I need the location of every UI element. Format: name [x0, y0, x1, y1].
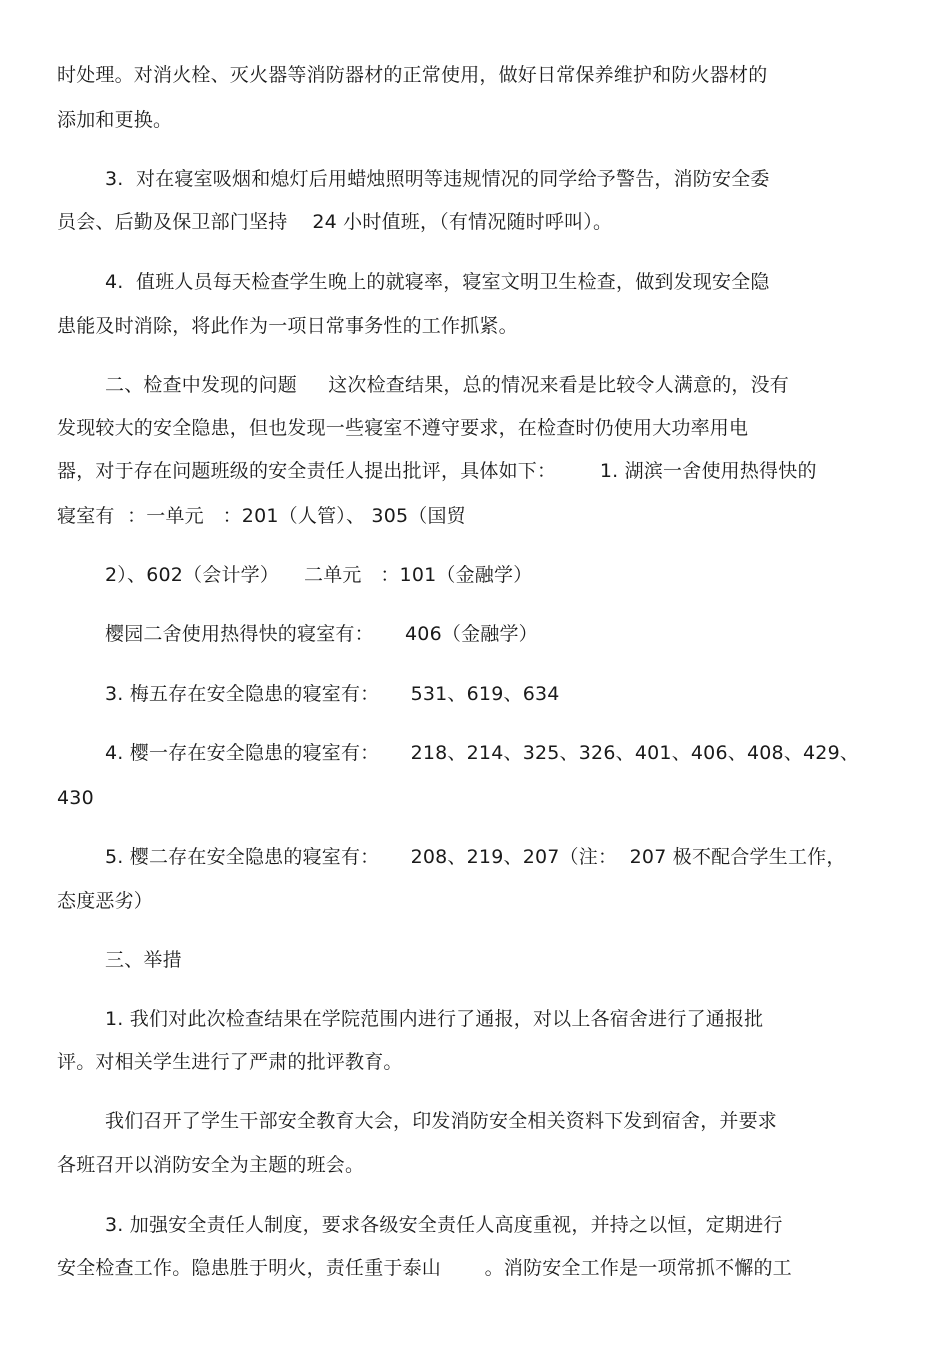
- text-line-24: 安全检查工作。隐患胜于明火，责任重于泰山 。消防安全工作是一项常抓不懈的工: [57, 1257, 792, 1279]
- text-line-9: 器，对于存在问题班级的安全责任人提出批评，具体如下： 1. 湖滨一舍使用热得快的: [57, 460, 817, 482]
- text-line-1: 时处理。对消火栓、灭火器等消防器材的正常使用，做好日常保养维护和防火器材的: [57, 64, 768, 86]
- text-line-14: 4. 樱一存在安全隐患的寝室有： 218、214、325、326、401、406、408、429、: [105, 742, 860, 764]
- text-line-7: 二、检查中发现的问题 这次检查结果，总的情况来看是比较令人满意的，没有: [105, 374, 789, 396]
- text-line-17: 态度恶劣）: [57, 890, 154, 912]
- text-line-6: 患能及时消除，将此作为一项日常事务性的工作抓紧。: [57, 315, 518, 337]
- text-line-16: 5. 樱二存在安全隐患的寝室有： 208、219、207（注： 207 极不配合学生工作，: [105, 846, 846, 868]
- text-line-19: 1. 我们对此次检查结果在学院范围内进行了通报，对以上各宿舍进行了通报批: [105, 1008, 764, 1030]
- text-line-15: 430: [57, 787, 94, 809]
- text-line-18: 三、举措: [105, 949, 182, 971]
- text-line-2: 添加和更换。: [57, 109, 173, 131]
- text-line-5: 4. 值班人员每天检查学生晚上的就寝率，寝室文明卫生检查，做到发现安全隐: [105, 271, 770, 293]
- text-line-12: 樱园二舍使用热得快的寝室有： 406（金融学）: [105, 623, 538, 645]
- text-line-20: 评。对相关学生进行了严肃的批评教育。: [57, 1051, 403, 1073]
- text-line-10: 寝室有 ：一单元 ：201（人管）、 305（国贸: [57, 505, 466, 527]
- text-line-11: 2）、602（会计学） 二单元 ：101（金融学）: [105, 564, 533, 586]
- text-line-4: 员会、后勤及保卫部门坚持 24 小时值班，（有情况随时呼叫）。: [57, 211, 613, 233]
- text-line-22: 各班召开以消防安全为主题的班会。: [57, 1154, 365, 1176]
- text-line-23: 3. 加强安全责任人制度，要求各级安全责任人高度重视，并持之以恒，定期进行: [105, 1214, 783, 1236]
- text-line-3: 3. 对在寝室吸烟和熄灯后用蜡烛照明等违规情况的同学给予警告，消防安全委: [105, 168, 770, 190]
- text-line-8: 发现较大的安全隐患，但也发现一些寝室不遵守要求，在检查时仍使用大功率用电: [57, 417, 749, 439]
- text-line-13: 3. 梅五存在安全隐患的寝室有： 531、619、634: [105, 683, 560, 705]
- text-line-21: 我们召开了学生干部安全教育大会，印发消防安全相关资料下发到宿舍，并要求: [105, 1110, 778, 1132]
